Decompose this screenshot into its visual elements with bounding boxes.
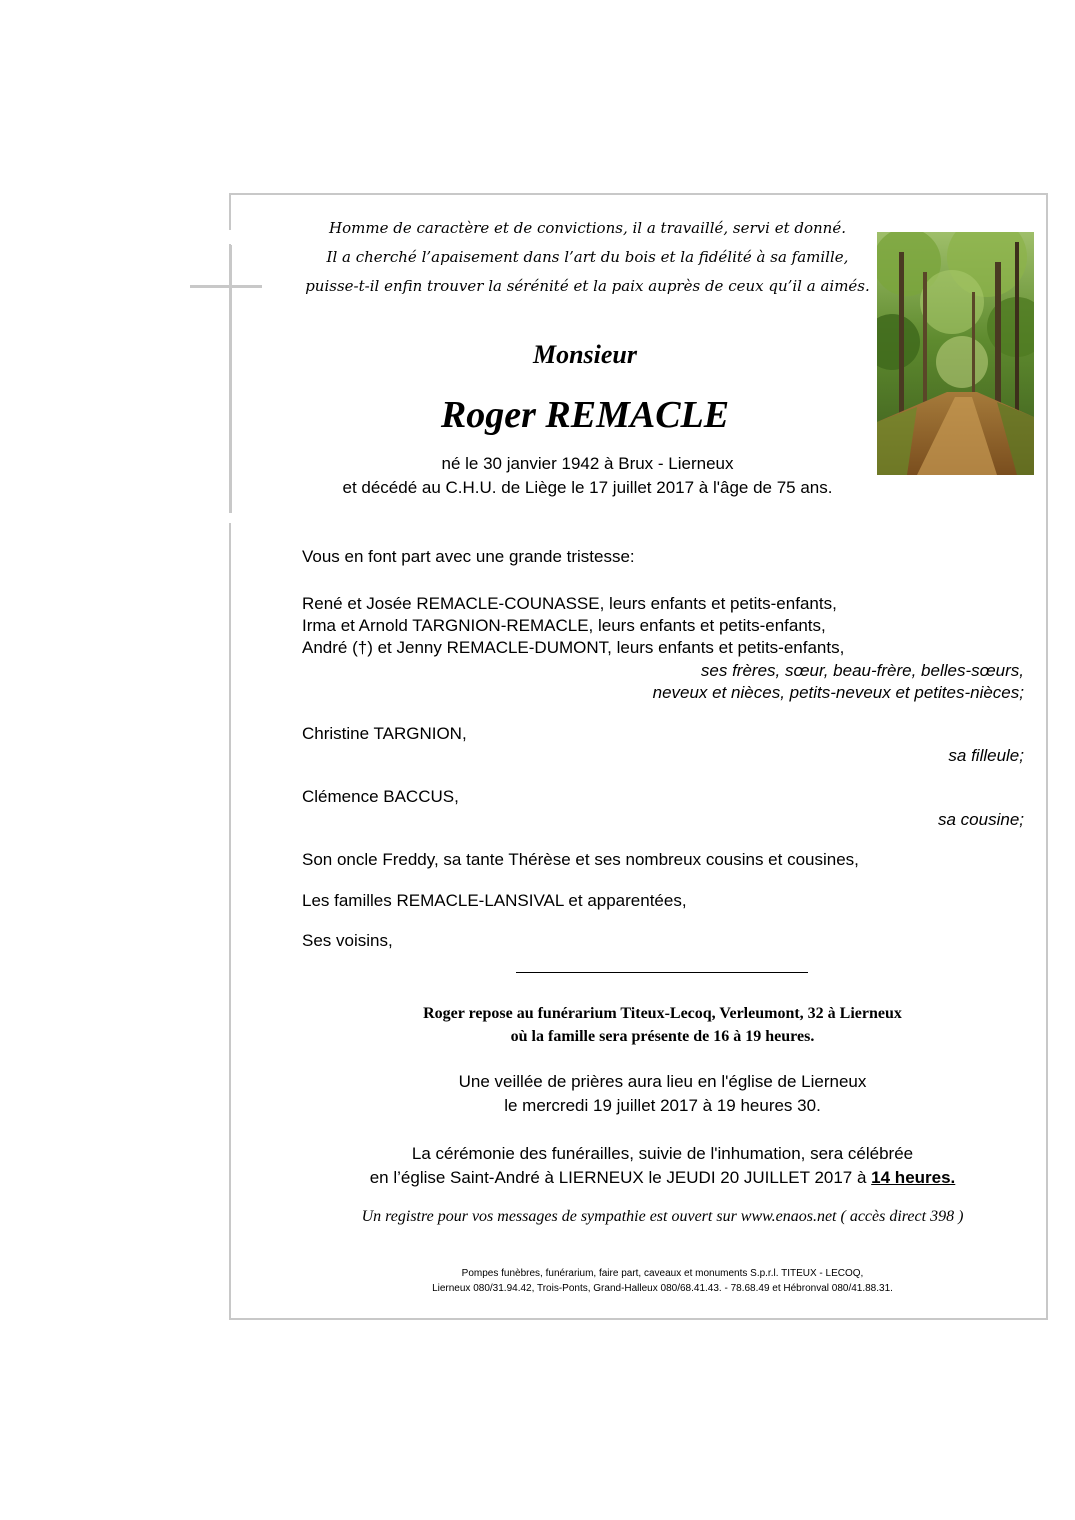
forest-path-photo bbox=[877, 232, 1034, 475]
deceased-name: Roger REMACLE bbox=[440, 394, 730, 436]
repose-info bbox=[300, 1002, 1025, 1048]
godchild-name: Christine TARGNION, bbox=[302, 724, 467, 743]
cross-top-gap bbox=[226, 230, 234, 244]
vigil-info bbox=[300, 1070, 1025, 1118]
ceremony-line bbox=[300, 1166, 1025, 1190]
vigil-line: le mercredi 19 juillet 2017 à 19 heures 30. bbox=[504, 1096, 821, 1115]
families-line: Les familles REMACLE-LANSIVAL et apparentées, bbox=[302, 891, 687, 910]
ceremony-time: 14 heures. bbox=[871, 1168, 956, 1187]
separator-line bbox=[516, 972, 808, 973]
uncle-line: Son oncle Freddy, sa tante Thérèse et ses nombreux cousins et cousines, bbox=[302, 850, 859, 869]
repose-line: Roger repose au funérarium Titeux-Lecoq, Verleumont, 32 à Lierneux bbox=[423, 1005, 902, 1022]
footer-line: Lierneux 080/31.94.42, Trois-Ponts, Grand-Halleux 080/68.41.43. - 78.68.49 et Hébronval 080/41.88.31. bbox=[432, 1283, 893, 1294]
condolence-registry: Un registre pour vos messages de sympathie est ouvert sur www.enaos.net ( accès direct 398 ) bbox=[361, 1208, 964, 1225]
cross-gap bbox=[226, 513, 234, 523]
family-list bbox=[302, 593, 1024, 659]
cousin-name: Clémence BACCUS, bbox=[302, 787, 459, 806]
family-relation: neveux et nièces, petits-neveux et petites-nièces; bbox=[652, 683, 1024, 702]
death-line: et décédé au C.H.U. de Liège le 17 juillet 2017 à l'âge de 75 ans. bbox=[342, 478, 833, 497]
repose-line: où la famille sera présente de 16 à 19 heures. bbox=[510, 1028, 815, 1045]
family-relation: ses frères, sœur, beau-frère, belles-sœurs, bbox=[700, 661, 1024, 680]
memorial-quote bbox=[300, 214, 875, 301]
family-line: René et Josée REMACLE-COUNASSE, leurs enfants et petits-enfants, bbox=[302, 594, 837, 613]
quote-line: puisse-t-il enfin trouver la sérénité et la paix auprès de ceux qu’il a aimés. bbox=[305, 277, 870, 295]
birth-line: né le 30 janvier 1942 à Brux - Lierneux bbox=[441, 454, 734, 473]
honorific-title: Monsieur bbox=[532, 340, 638, 369]
godchild-relation: sa filleule; bbox=[948, 746, 1024, 765]
cross-horizontal-bar bbox=[190, 285, 262, 288]
ceremony-info bbox=[300, 1142, 1025, 1190]
ceremony-line: La cérémonie des funérailles, suivie de l'inhumation, sera célébrée bbox=[411, 1144, 914, 1163]
quote-line: Homme de caractère et de convictions, il a travaillé, servi et donné. bbox=[329, 219, 846, 237]
birth-death-info bbox=[300, 452, 875, 500]
footer-line: Pompes funèbres, funérarium, faire part, caveaux et monuments S.p.r.l. TITEUX - LECOQ, bbox=[461, 1268, 864, 1279]
quote-line: Il a cherché l’apaisement dans l’art du bois et la fidélité à sa famille, bbox=[326, 248, 849, 266]
ceremony-place-date: en l’église Saint-André à LIERNEUX le JEUDI 20 JUILLET 2017 à bbox=[369, 1168, 872, 1187]
funeral-home-footer bbox=[300, 1266, 1025, 1296]
cousin-relation: sa cousine; bbox=[938, 810, 1024, 829]
family-line: André (†) et Jenny REMACLE-DUMONT, leurs enfants et petits-enfants, bbox=[302, 638, 845, 657]
vigil-line: Une veillée de prières aura lieu en l'église de Lierneux bbox=[458, 1072, 867, 1091]
family-line: Irma et Arnold TARGNION-REMACLE, leurs enfants et petits-enfants, bbox=[302, 616, 826, 635]
neighbors-line: Ses voisins, bbox=[302, 931, 393, 950]
announcement-intro: Vous en font part avec une grande tristesse: bbox=[302, 547, 635, 566]
